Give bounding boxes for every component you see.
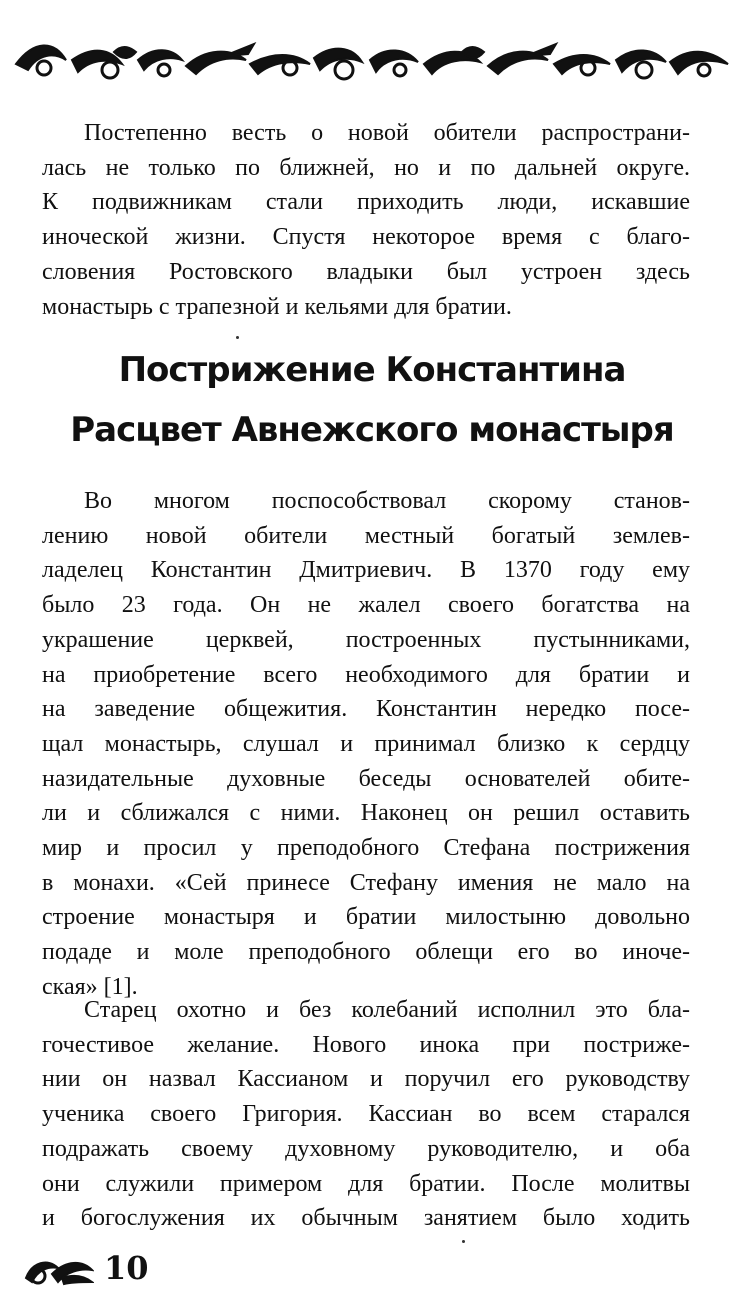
paragraph-3 [42, 993, 690, 1236]
text-line: они служили примером для братии. После молитвы [42, 1170, 690, 1197]
print-speck [236, 336, 239, 339]
section-heading-line-2: Расцвет Авнежского монастыря [70, 410, 674, 450]
text-line: лению новой обители местный богатый землев- [42, 522, 690, 549]
text-line: щал монастырь, слушал и принимал близко к сердцу [42, 730, 690, 757]
print-speck [462, 1240, 465, 1243]
text-line: было 23 года. Он не жалел своего богатства на [42, 592, 690, 619]
text-line: ученика своего Григория. Кассиан во всем старался [42, 1101, 690, 1128]
text-line: на приобретение всего необходимого для братии и [42, 661, 690, 688]
text-line: и богослужения их обычным занятием было ходить [42, 1205, 690, 1232]
text-line: лась не только по ближней, но и по дальней округе. [42, 154, 690, 181]
text-line: мир и просил у преподобного Стефана пострижения [42, 835, 690, 862]
text-line: Старец охотно и без колебаний исполнил это бла- [84, 997, 690, 1023]
paragraph-2 [42, 484, 690, 1005]
text-line: гочестивое желание. Нового инока при постриже- [42, 1031, 690, 1058]
text-line: назидательные духовные беседы основателей обите- [42, 765, 690, 792]
text-line: ская» [1]. [42, 973, 138, 1000]
page-number: 10 [104, 1249, 149, 1287]
text-line: Во многом поспособствовал скорому станов- [84, 488, 690, 514]
text-line: нии он назвал Кассианом и поручил его руководству [42, 1066, 690, 1093]
text-line: ладелец Константин Дмитриевич. В 1370 году ему [42, 557, 690, 584]
section-heading-line-1: Пострижение Константина [118, 350, 626, 390]
paragraph-1 [42, 116, 690, 324]
text-line: словения Ростовского владыки был устроен здесь [42, 258, 690, 285]
text-line: украшение церквей, построенных пустынниками, [42, 626, 690, 653]
text-line: подражать своему духовному руководителю, и оба [42, 1135, 690, 1162]
text-line: подаде и моле преподобного облещи его во иноче- [42, 939, 690, 966]
text-line: строение монастыря и братии милостыню довольно [42, 904, 690, 931]
text-line: К подвижникам стали приходить люди, искавшие [42, 189, 690, 216]
floral-ornament-border [14, 30, 730, 92]
text-line: монастырь с трапезной и кельями для братии. [42, 293, 512, 320]
text-line: Постепенно весть о новой обители распространи- [84, 120, 690, 146]
footer-floral-ornament [22, 1248, 94, 1290]
text-line: на заведение общежития. Константин нередко посе- [42, 696, 690, 723]
text-line: в монахи. «Сей принесе Стефану имения не мало на [42, 869, 690, 896]
text-line: ли и сближался с ними. Наконец он решил оставить [42, 800, 690, 827]
text-line: иноческой жизни. Спустя некоторое время с благо- [42, 224, 690, 251]
